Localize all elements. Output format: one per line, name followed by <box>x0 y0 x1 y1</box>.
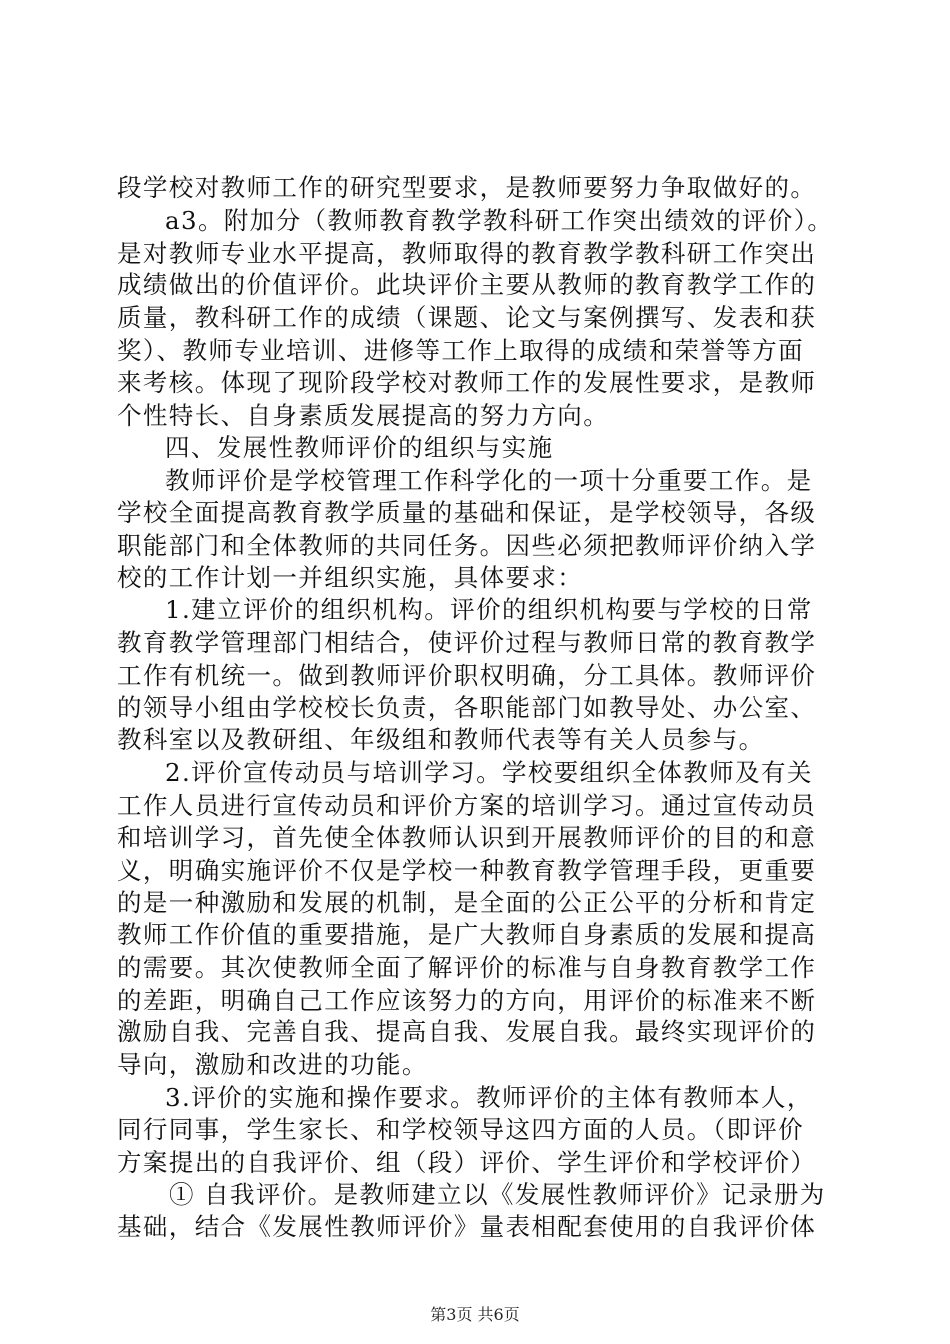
paragraph-line: 工作有机统一。做到教师评价职权明确，分工具体。教师评价 <box>117 660 817 690</box>
paragraph-line: 的是一种激励和发展的机制，是全面的公正公平的分析和肯定 <box>117 888 817 918</box>
paragraph-line: 义，明确实施评价不仅是学校一种教育教学管理手段，更重要 <box>117 855 817 885</box>
paragraph-line: 质量，教科研工作的成绩（课题、论文与案例撰写、发表和获 <box>117 303 817 333</box>
paragraph-line: 教师工作价值的重要措施，是广大教师自身素质的发展和提高 <box>117 920 817 950</box>
paragraph-line: 学校全面提高教育教学质量的基础和保证，是学校领导，各级 <box>117 497 817 527</box>
paragraph-line: ① 自我评价。是教师建立以《发展性教师评价》记录册为 <box>169 1180 826 1210</box>
paragraph-line: 的领导小组由学校校长负责，各职能部门如教导处、办公室、 <box>117 692 817 722</box>
paragraph-line: 同行同事，学生家长、和学校领导这四方面的人员。（即评价 <box>117 1114 805 1144</box>
paragraph-line: 工作人员进行宣传动员和评价方案的培训学习。通过宣传动员 <box>117 790 817 820</box>
paragraph-line: a3。附加分（教师教育教学教科研工作突出绩效的评价）。 <box>165 205 834 235</box>
paragraph-line: 和培训学习，首先使全体教师认识到开展教师评价的目的和意 <box>117 822 817 852</box>
paragraph-line: 奖）、教师专业培训、进修等工作上取得的成绩和荣誉等方面 <box>117 335 805 365</box>
paragraph-line: 导向，激励和改进的功能。 <box>117 1050 428 1080</box>
paragraph-line: 教育教学管理部门相结合，使评价过程与教师日常的教育教学 <box>117 628 817 657</box>
paragraph-line: 1.建立评价的组织机构。评价的组织机构要与学校的日常 <box>165 595 813 625</box>
section-heading: 四、发展性教师评价的组织与实施 <box>165 433 554 463</box>
paragraph-line: 校的工作计划一并组织实施，具体要求： <box>117 563 584 593</box>
paragraph-line: 基础，结合《发展性教师评价》量表相配套使用的自我评价体 <box>117 1212 817 1242</box>
paragraph-line: 教师评价是学校管理工作科学化的一项十分重要工作。是 <box>165 466 813 496</box>
paragraph-line: 3.评价的实施和操作要求。教师评价的主体有教师本人， <box>165 1083 813 1113</box>
paragraph-line: 的需要。其次使教师全面了解评价的标准与自身教育教学工作 <box>117 952 817 982</box>
paragraph-line: 段学校对教师工作的研究型要求，是教师要努力争取做好的。 <box>117 173 817 202</box>
paragraph-line: 成绩做出的价值评价。此块评价主要从教师的教育教学工作的 <box>117 270 817 300</box>
paragraph-line: 是对教师专业水平提高，教师取得的教育教学教科研工作突出 <box>117 238 817 268</box>
paragraph-line: 激励自我、完善自我、提高自我、发展自我。最终实现评价的 <box>117 1017 817 1047</box>
page-number: 第3页 共6页 <box>430 1305 520 1324</box>
paragraph-line: 的差距，明确自己工作应该努力的方向，用评价的标准来不断 <box>117 985 817 1015</box>
paragraph-line: 个性特长、自身素质发展提高的努力方向。 <box>117 400 610 430</box>
paragraph-line: 教科室以及教研组、年级组和教师代表等有关人员参与。 <box>117 725 765 755</box>
paragraph-line: 职能部门和全体教师的共同任务。因些必须把教师评价纳入学 <box>117 530 817 560</box>
paragraph-line: 方案提出的自我评价、组（段）评价、学生评价和学校评价） <box>117 1147 817 1177</box>
paragraph-line: 来考核。体现了现阶段学校对教师工作的发展性要求，是教师 <box>117 367 817 397</box>
paragraph-line: 2.评价宣传动员与培训学习。学校要组织全体教师及有关 <box>165 758 813 788</box>
